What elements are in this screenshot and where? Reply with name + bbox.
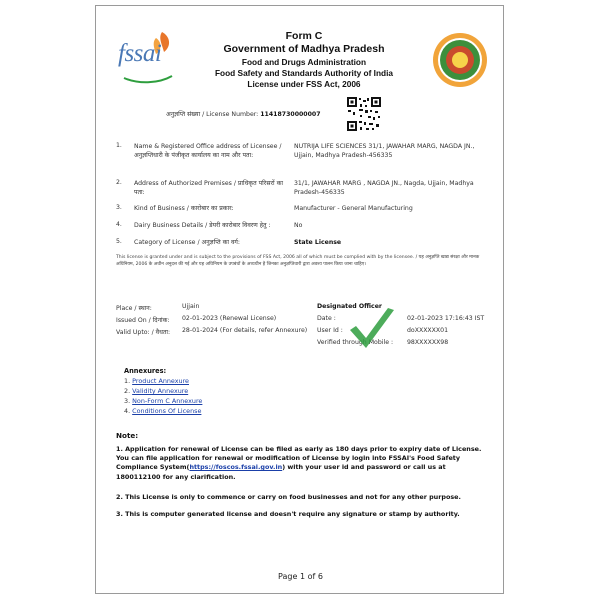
detail-label-dairy: Dairy Business Details / डेयरी कारोबार विवरण हेतु : [134, 222, 271, 229]
detail-label-category: Category of License / अनुज्ञप्ति का वर्ग: [134, 239, 240, 246]
product-annexure-link[interactable]: Product Annexure [132, 377, 189, 385]
detail-label-business: Kind of Business / कारोबार का प्रकार: [134, 205, 234, 212]
officer-date-label: Date : [317, 315, 336, 322]
annexure-item [124, 387, 188, 395]
madhya-pradesh-emblem-icon [432, 32, 488, 88]
designated-officer-title: Designated Officer [317, 303, 382, 310]
valid-upto-value: 28-01-2024 (For details, refer Annexure) [182, 327, 308, 334]
place-label: Place / स्थान: [116, 305, 152, 312]
department-title: Food and Drugs Administration [241, 57, 367, 67]
officer-mobile-label: Verified through Mobile : [317, 339, 394, 346]
annexure-number: 4. [124, 407, 131, 415]
validity-annexure-link[interactable]: Validity Annexure [132, 387, 189, 395]
qr-code-icon [346, 96, 382, 132]
note-renewal-text-a: 1. Application for renewal of License can be filed as early as 180 days prior to expiry date of License. You can file application for renewal or modification of License by login into FSSAI's Food Safety Compliance System( [116, 445, 482, 472]
detail-value-business: Manufacturer - General Manufacturing [294, 205, 413, 212]
detail-number: 3. [116, 204, 122, 211]
detail-number: 4. [116, 221, 122, 228]
detail-number: 5. [116, 238, 122, 245]
note-renewal [116, 445, 486, 482]
annexure-item [124, 397, 202, 405]
detail-value-licensee: NUTRIJA LIFE SCIENCES 31/1, JAWAHAR MARG, NAGDA JN., Ujjain, Madhya Pradesh-456335 [294, 143, 475, 159]
government-title: Government of Madhya Pradesh [223, 43, 385, 55]
license-number-value: 11418730000007 [260, 111, 321, 118]
note-renewal-text-b: ) with your user id and password or call us at 1800112100 for any clarification. [116, 463, 446, 481]
license-number-row [166, 109, 321, 118]
annexure-number: 3. [124, 397, 131, 405]
fssai-wordmark: fssai [118, 40, 162, 67]
note-computer-generated: 3. This is computer generated license and doesn't require any signature or stamp by authority. [116, 510, 460, 518]
note-title: Note: [116, 431, 139, 440]
authority-title: Food Safety and Standards Authority of India [214, 68, 394, 78]
detail-value-dairy: No [294, 222, 303, 229]
conditions-of-license-link[interactable]: Conditions Of License [132, 407, 202, 415]
foscos-link[interactable]: https://foscos.fssai.gov.in [189, 463, 283, 472]
non-form-c-annexure-link[interactable]: Non-Form C Annexure [132, 397, 203, 405]
page-number: Page 1 of 6 [278, 572, 323, 581]
detail-value-premises: 31/1, JAWAHAR MARG , NAGDA JN., Nagda, Ujjain, Madhya Pradesh-456335 [294, 180, 474, 196]
detail-number: 2. [116, 179, 122, 186]
annexure-item [124, 407, 201, 415]
annexure-number: 1. [124, 377, 131, 385]
detail-label-premises: Address of Authorized Premises / प्राधिकृत परिसरों का पता: [134, 180, 283, 196]
verified-check-icon [348, 306, 396, 354]
issued-on-label: Issued On / दिनांक: [116, 317, 170, 324]
officer-user-value: doXXXXXX01 [407, 327, 449, 334]
license-document-page [95, 5, 504, 594]
place-value: Ujjain [182, 303, 200, 310]
officer-mobile-value: 98XXXXXX98 [407, 339, 449, 346]
issued-on-value: 02-01-2023 (Renewal License) [182, 315, 277, 322]
detail-number: 1. [116, 142, 122, 149]
valid-upto-label: Valid Upto: / वैधता: [116, 329, 171, 336]
license-number-label: अनुज्ञप्ति संख्या / License Number: [166, 111, 259, 118]
form-title: Form C [285, 30, 323, 42]
note-purpose: 2. This License is only to commence or carry on food businesses and not for any other purpose. [116, 493, 461, 501]
detail-value-category: State License [294, 239, 342, 246]
fssai-logo [118, 26, 176, 94]
annexure-number: 2. [124, 387, 131, 395]
officer-user-label: User Id : [317, 327, 343, 334]
officer-date-value: 02-01-2023 17:16:43 IST [407, 315, 485, 322]
act-title: License under FSS Act, 2006 [247, 79, 361, 89]
annexures-title: Annexures: [124, 367, 167, 375]
license-conditions-text: This license is granted under and is subject to the provisions of FSS Act, 2006 all of which must be complied with by the licensee. / यह अनुज्ञप्ति खाद्य संरक्षा और मानक अधिनियम, 2006 के अधीन अनुदत्त की गई और यह अधिनियम के उपबंधों के अध्यधीन है जिनका अनुज्ञप्तिधारी द्वारा अवश्य पालन किया जाना चाहिए। [116, 255, 480, 267]
annexure-item [124, 377, 189, 385]
detail-label-licensee: Name & Registered Office address of Licensee / अनुज्ञप्तिधारी के पंजीकृत कार्यालय का नाम और पता: [134, 143, 282, 159]
